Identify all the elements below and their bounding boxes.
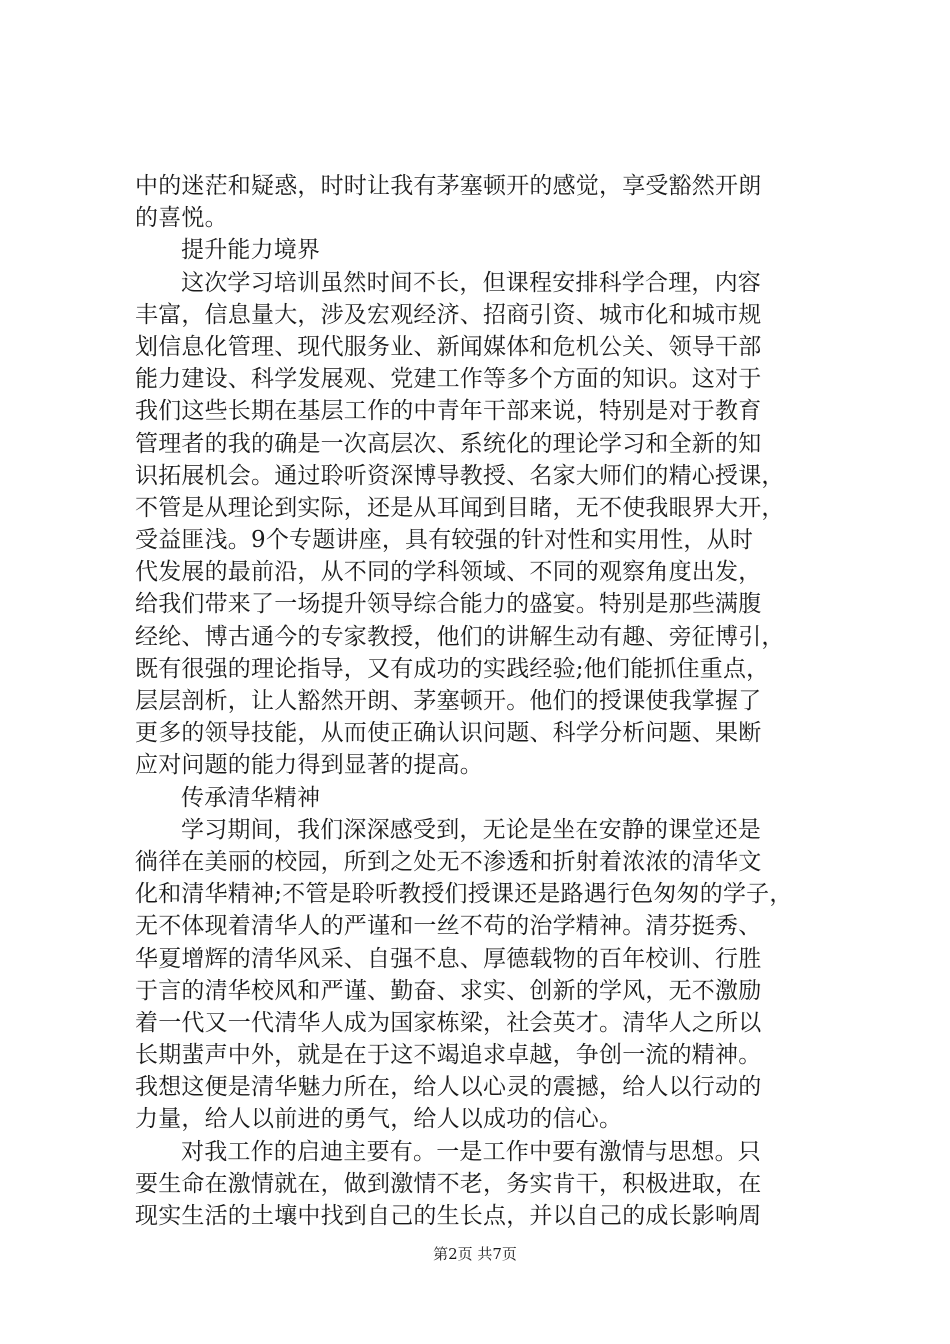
text-line: 层层剖析，让人豁然开朗、茅塞顿开。他们的授课使我掌握了 bbox=[135, 688, 762, 714]
text-line: 我们这些长期在基层工作的中青年干部来说，特别是对于教育 bbox=[135, 398, 762, 425]
text-line: 代发展的最前沿，从不同的学科领域、不同的观察角度出发， bbox=[135, 559, 762, 586]
text-line: 华夏增辉的清华风采、自强不息、厚德载物的百年校训、行胜 bbox=[135, 945, 762, 972]
page-number-footer: 第2页 共7页 bbox=[433, 1245, 517, 1263]
text-line: 着一代又一代清华人成为国家栋梁，社会英才。清华人之所以 bbox=[135, 1009, 762, 1036]
text-line: 给我们带来了一场提升领导综合能力的盛宴。特别是那些满腹 bbox=[135, 591, 762, 618]
text-line: 应对问题的能力得到显著的提高。 bbox=[135, 752, 483, 779]
paragraph-first-line: 对我工作的启迪主要有。一是工作中要有激情与思想。只 bbox=[181, 1138, 761, 1165]
text-line: 化和清华精神;不管是聆听教授们授课还是路遇行色匆匆的学子， bbox=[135, 881, 793, 908]
text-line: 不管是从理论到实际，还是从耳闻到目睹，无不使我眼界大开， bbox=[135, 494, 785, 521]
paragraph-first-line: 学习期间，我们深深感受到，无论是坐在安静的课堂还是 bbox=[181, 816, 761, 843]
section-heading: 传承清华精神 bbox=[181, 784, 321, 811]
text-line: 我想这便是清华魅力所在，给人以心灵的震撼，给人以行动的 bbox=[135, 1074, 762, 1101]
section-heading: 提升能力境界 bbox=[181, 237, 321, 264]
text-line: 能力建设、科学发展观、党建工作等多个方面的知识。这对于 bbox=[135, 366, 762, 393]
text-line: 于言的清华校风和严谨、勤奋、求实、创新的学风，无不激励 bbox=[135, 977, 762, 1004]
text-line: 中的迷茫和疑惑，时时让我有茅塞顿开的感觉，享受豁然开朗 bbox=[135, 173, 762, 199]
text-line: 现实生活的土壤中找到自己的生长点，并以自己的成长影响周 bbox=[135, 1203, 762, 1229]
text-line: 更多的领导技能，从而使正确认识问题、科学分析问题、果断 bbox=[135, 720, 762, 747]
text-line: 管理者的我的确是一次高层次、系统化的理论学习和全新的知 bbox=[135, 430, 762, 457]
text-line: 长期蜚声中外，就是在于这不竭追求卓越，争创一流的精神。 bbox=[135, 1042, 762, 1069]
text-line: 经纶、博古通今的专家教授，他们的讲解生动有趣、旁征博引， bbox=[135, 623, 785, 650]
text-line: 力量，给人以前进的勇气，给人以成功的信心。 bbox=[135, 1106, 623, 1133]
text-line: 徜徉在美丽的校园，所到之处无不渗透和折射着浓浓的清华文 bbox=[135, 848, 762, 875]
text-line: 的喜悦。 bbox=[135, 205, 228, 232]
text-line: 划信息化管理、现代服务业、新闻媒体和危机公关、领导干部 bbox=[135, 333, 762, 360]
paragraph-first-line: 这次学习培训虽然时间不长，但课程安排科学合理，内容 bbox=[181, 269, 761, 296]
text-line: 受益匪浅。9个专题讲座，具有较强的针对性和实用性，从时 bbox=[135, 527, 754, 554]
text-line: 识拓展机会。通过聆听资深博导教授、名家大师们的精心授课， bbox=[135, 462, 785, 489]
text-line: 无不体现着清华人的严谨和一丝不苟的治学精神。清芬挺秀、 bbox=[135, 913, 762, 940]
text-line: 丰富，信息量大，涉及宏观经济、招商引资、城市化和城市规 bbox=[135, 301, 762, 328]
text-line: 要生命在激情就在，做到激情不老，务实肯干，积极进取，在 bbox=[135, 1170, 762, 1197]
document-body bbox=[135, 170, 825, 1232]
text-line: 既有很强的理论指导，又有成功的实践经验;他们能抓住重点， bbox=[135, 655, 770, 682]
